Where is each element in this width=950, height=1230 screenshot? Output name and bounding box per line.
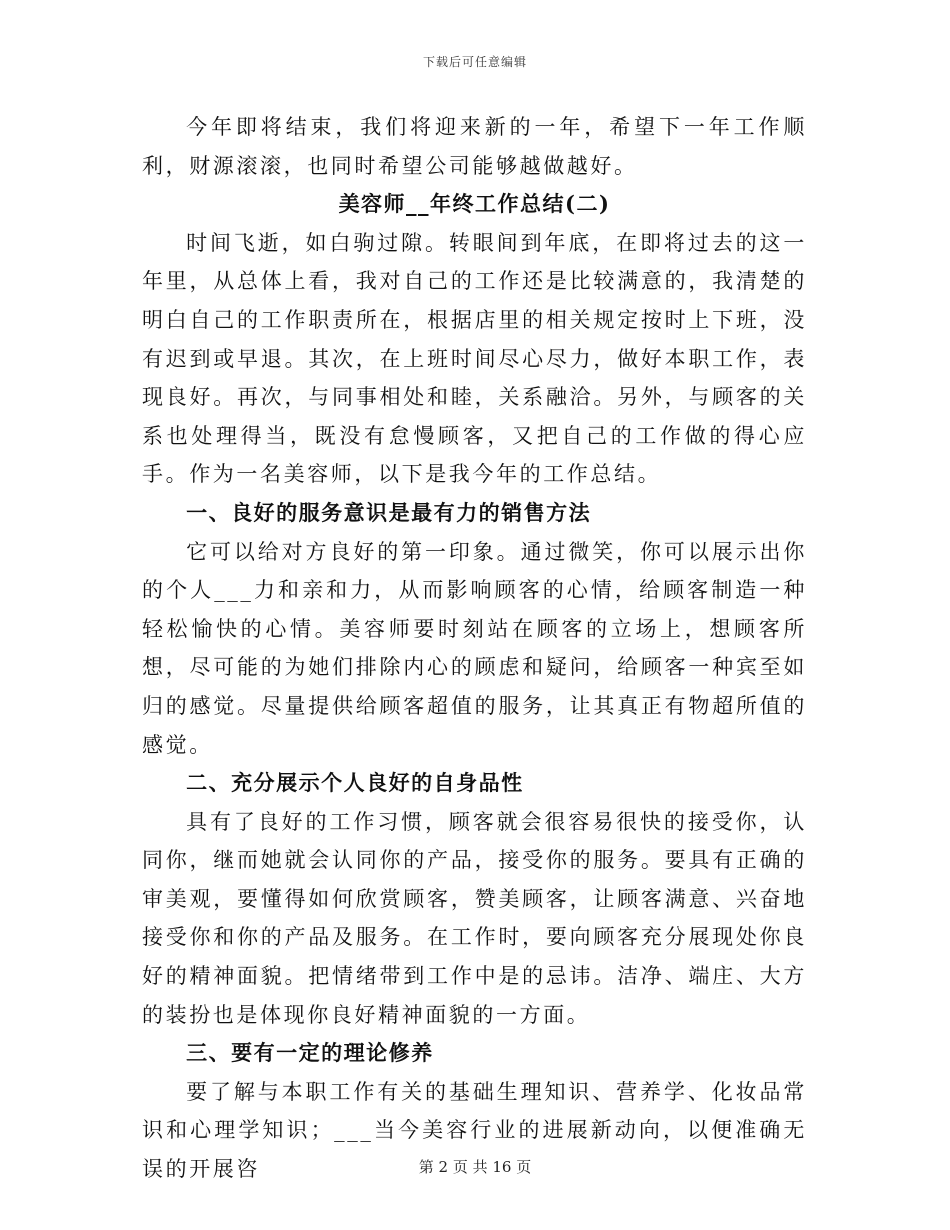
section-1-paragraph: 它可以给对方良好的第一印象。通过微笑，你可以展示出你的个人___力和亲和力，从而影响顾客的心情，给顾客制造一种轻松愉快的心情。美容师要时刻站在顾客的立场上，想顾客所想，尽可能的为她们排除内心的顾虑和疑问，给顾客一种宾至如归的感觉。尽量提供给顾客超值的服务，让其真正有物超所值的感觉。 xyxy=(142,539,807,757)
page-header: 下载后可任意编辑 xyxy=(422,55,527,69)
section-3-heading: 三、要有一定的理论修养 xyxy=(186,1040,434,1066)
intro-paragraph: 今年即将结束，我们将迎来新的一年，希望下一年工作顺利，财源滚滚，也同时希望公司能够越做越好。 xyxy=(142,115,807,178)
page-footer: 第 2 页 共 16 页 xyxy=(418,1158,532,1176)
document-body xyxy=(142,108,807,1189)
section-1-heading: 一、良好的服务意识是最有力的销售方法 xyxy=(186,499,592,525)
section-3-paragraph: 要了解与本职工作有关的基础生理知识、营养学、化妆品常识和心理学知识；___当今美容行业的进展新动向，以便准确无误的开展咨 xyxy=(142,1079,807,1182)
section-2-heading: 二、充分展示个人良好的自身品性 xyxy=(186,770,524,796)
opening-paragraph: 时间飞逝，如白驹过隙。转眼间到年底，在即将过去的这一年里，从总体上看，我对自己的工作还是比较满意的，我清楚的明白自己的工作职责所在，根据店里的相关规定按时上下班，没有迟到或早退。其次，在上班时间尽心尽力，做好本职工作，表现良好。再次，与同事相处和睦，关系融洽。另外，与顾客的关系也处理得当，既没有怠慢顾客，又把自己的工作做的得心应手。作为一名美容师，以下是我今年的工作总结。 xyxy=(142,230,807,487)
document-title: 美容师__年终工作总结(二) xyxy=(338,191,611,217)
section-2-paragraph: 具有了良好的工作习惯，顾客就会很容易很快的接受你，认同你，继而她就会认同你的产品，接受你的服务。要具有正确的审美观，要懂得如何欣赏顾客，赞美顾客，让顾客满意、兴奋地接受你和你的产品及服务。在工作时，要向顾客充分展现处你良好的精神面貌。把情绪带到工作中是的忌讳。洁净、端庄、大方的装扮也是体现你良好精神面貌的一方面。 xyxy=(142,809,807,1027)
